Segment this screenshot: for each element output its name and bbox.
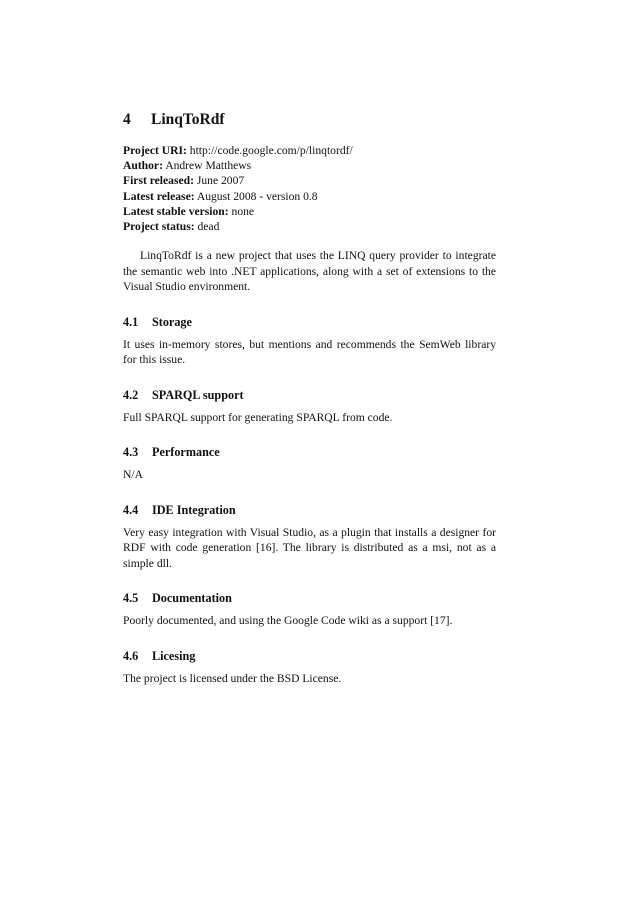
subsection-licesing (123, 648, 496, 687)
subsection-heading (123, 444, 496, 460)
meta-value: dead (197, 220, 220, 234)
subsection-body: Full SPARQL support for generating SPARQL from code. (123, 410, 393, 424)
meta-row-project-status (123, 219, 496, 234)
subsection-number: 4.6 (123, 648, 139, 663)
subsection-heading (123, 387, 496, 403)
subsection-number: 4.2 (123, 387, 139, 402)
subsection-title: Documentation (152, 591, 232, 606)
subsection-body: Very easy integration with Visual Studio, as a plugin that installs a designer for RDF with code generation [16]. The library is distributed as a msi, not as a simple dll. (123, 525, 496, 570)
subsection-heading (123, 314, 496, 330)
subsection-title: SPARQL support (152, 387, 244, 402)
page-content (123, 110, 496, 686)
subsection-title: Licesing (152, 648, 196, 663)
meta-value: none (231, 204, 255, 218)
meta-key: Project status: (123, 220, 195, 234)
subsection-heading (123, 590, 496, 606)
meta-row-latest-release (123, 189, 496, 204)
meta-key: Latest stable version: (123, 204, 229, 218)
subsection-documentation (123, 590, 496, 629)
subsection-sparql-support (123, 387, 496, 426)
meta-row-author (123, 158, 496, 173)
subsection-body: Poorly documented, and using the Google Code wiki as a support [17]. (123, 614, 453, 628)
project-metadata (123, 143, 496, 234)
subsection-title: Storage (152, 314, 192, 329)
meta-row-latest-stable-version (123, 204, 496, 219)
meta-row-first-released (123, 173, 496, 188)
subsection-heading (123, 502, 496, 518)
subsection-title: Performance (152, 445, 220, 460)
meta-value: http://code.google.com/p/linqtordf/ (189, 144, 353, 157)
meta-key: Author: (123, 159, 163, 173)
subsection-number: 4.1 (123, 314, 139, 329)
subsection-ide-integration (123, 502, 496, 572)
subsection-number: 4.3 (123, 445, 139, 460)
section-heading (123, 110, 496, 130)
meta-value: Andrew Matthews (165, 159, 252, 173)
subsection-body: N/A (123, 468, 143, 482)
subsection-performance (123, 444, 496, 483)
subsection-heading (123, 648, 496, 664)
intro-paragraph: LinqToRdf is a new project that uses the LINQ query provider to integrate the semantic web into .NET applications, along with a set of extensions to the Visual Studio environment. (123, 249, 496, 294)
subsection-body: It uses in-memory stores, but mentions and recommends the SemWeb library for this issue. (123, 337, 496, 367)
subsection-storage (123, 314, 496, 368)
meta-value: June 2007 (196, 174, 245, 188)
subsection-number: 4.5 (123, 591, 139, 606)
meta-key: Latest release: (123, 189, 195, 203)
subsection-title: IDE Integration (152, 502, 236, 517)
section-title: LinqToRdf (151, 111, 225, 128)
meta-key: Project URI: (123, 144, 187, 157)
meta-row-project-uri (123, 143, 496, 158)
subsection-number: 4.4 (123, 502, 139, 517)
meta-key: First released: (123, 174, 194, 188)
subsection-body: The project is licensed under the BSD License. (123, 671, 342, 685)
section-number: 4 (123, 111, 131, 128)
meta-value: August 2008 - version 0.8 (196, 189, 318, 203)
